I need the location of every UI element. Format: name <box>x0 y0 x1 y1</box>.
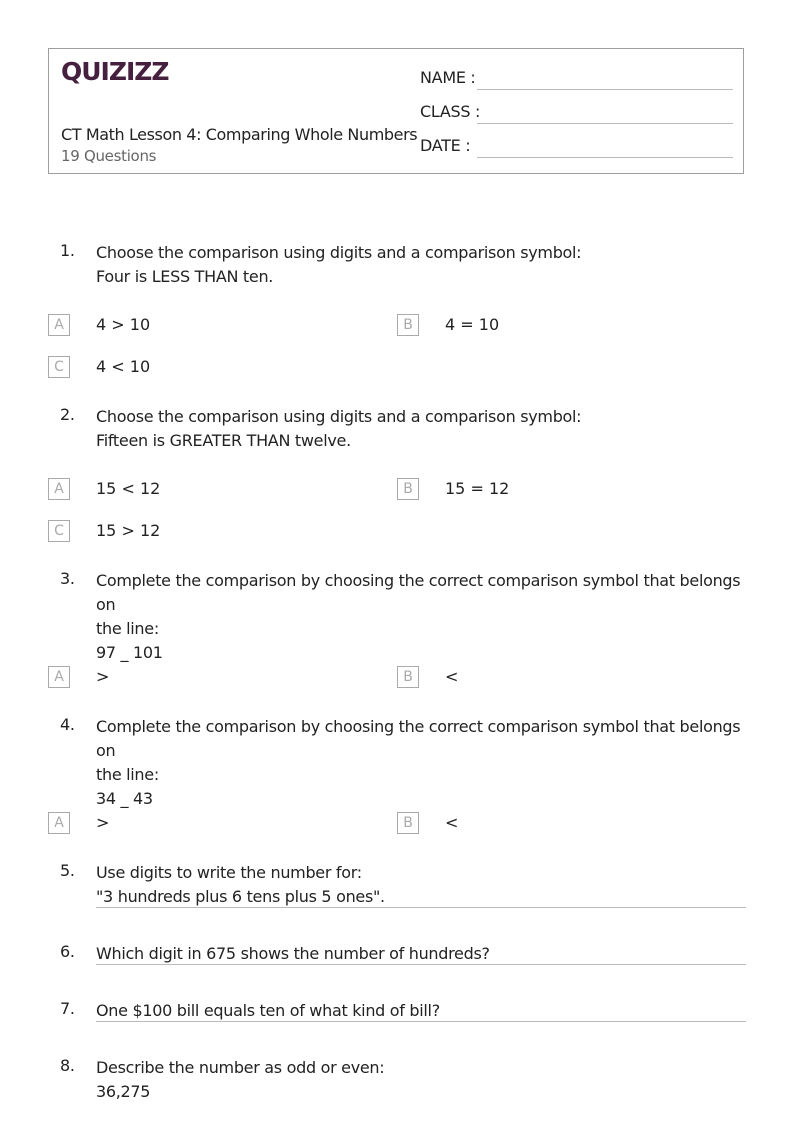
option-letter-box[interactable]: B <box>397 314 419 336</box>
option-text: > <box>96 667 110 686</box>
answer-line[interactable] <box>96 964 746 965</box>
question-number: 1. <box>60 241 75 260</box>
question-count: 19 Questions <box>61 147 157 165</box>
question-text <box>96 999 746 1023</box>
option-letter-box[interactable]: A <box>48 478 70 500</box>
question-line: the line: <box>96 619 159 638</box>
question-number: 4. <box>60 715 75 734</box>
question-text <box>96 241 746 289</box>
option-letter-box[interactable]: B <box>397 812 419 834</box>
option-text: 15 < 12 <box>96 479 161 498</box>
question-text <box>96 715 746 811</box>
question-line: 97 _ 101 <box>96 643 163 662</box>
option-text: < <box>445 813 459 832</box>
name-line[interactable] <box>477 89 733 90</box>
class-line[interactable] <box>477 123 733 124</box>
question-line: Complete the comparison by choosing the correct comparison symbol that belongs on <box>96 571 741 614</box>
option-text: 4 > 10 <box>96 315 151 334</box>
question-line: Four is LESS THAN ten. <box>96 267 274 286</box>
worksheet-header <box>48 48 744 174</box>
question-number: 2. <box>60 405 75 424</box>
option-text: 15 = 12 <box>445 479 510 498</box>
question-line: One $100 bill equals ten of what kind of bill? <box>96 1001 440 1020</box>
option-text: < <box>445 667 459 686</box>
question-line: "3 hundreds plus 6 tens plus 5 ones". <box>96 887 385 906</box>
question-line: the line: <box>96 765 159 784</box>
option-text: 4 < 10 <box>96 357 151 376</box>
answer-line[interactable] <box>96 907 746 908</box>
question-number: 6. <box>60 942 75 961</box>
date-label: DATE : <box>420 136 471 155</box>
question-text <box>96 1056 746 1104</box>
question-number: 3. <box>60 569 75 588</box>
question-number: 8. <box>60 1056 75 1075</box>
question-line: Use digits to write the number for: <box>96 863 362 882</box>
option-letter-box[interactable]: B <box>397 666 419 688</box>
question-line: 34 _ 43 <box>96 789 153 808</box>
option-text: > <box>96 813 110 832</box>
question-line: Complete the comparison by choosing the correct comparison symbol that belongs on <box>96 717 741 760</box>
question-line: Choose the comparison using digits and a comparison symbol: <box>96 407 582 426</box>
date-line[interactable] <box>477 157 733 158</box>
option-letter-box[interactable]: A <box>48 314 70 336</box>
option-letter-box[interactable]: A <box>48 812 70 834</box>
question-number: 7. <box>60 999 75 1018</box>
option-letter-box[interactable]: B <box>397 478 419 500</box>
question-text <box>96 405 746 453</box>
option-letter-box[interactable]: A <box>48 666 70 688</box>
option-text: 4 = 10 <box>445 315 500 334</box>
class-label: CLASS : <box>420 102 481 121</box>
option-text: 15 > 12 <box>96 521 161 540</box>
option-letter-box[interactable]: C <box>48 520 70 542</box>
question-line: Fifteen is GREATER THAN twelve. <box>96 431 351 450</box>
question-line: Which digit in 675 shows the number of hundreds? <box>96 944 490 963</box>
question-line: Describe the number as odd or even: <box>96 1058 385 1077</box>
question-line: 36,275 <box>96 1082 151 1101</box>
question-text <box>96 569 746 665</box>
name-label: NAME : <box>420 68 476 87</box>
question-text <box>96 942 746 966</box>
option-letter-box[interactable]: C <box>48 356 70 378</box>
quizizz-logo: QUIZIZZ <box>61 57 169 86</box>
worksheet-title: CT Math Lesson 4: Comparing Whole Numbers <box>61 125 418 144</box>
answer-line[interactable] <box>96 1021 746 1022</box>
question-number: 5. <box>60 861 75 880</box>
question-text <box>96 861 746 909</box>
question-line: Choose the comparison using digits and a comparison symbol: <box>96 243 582 262</box>
